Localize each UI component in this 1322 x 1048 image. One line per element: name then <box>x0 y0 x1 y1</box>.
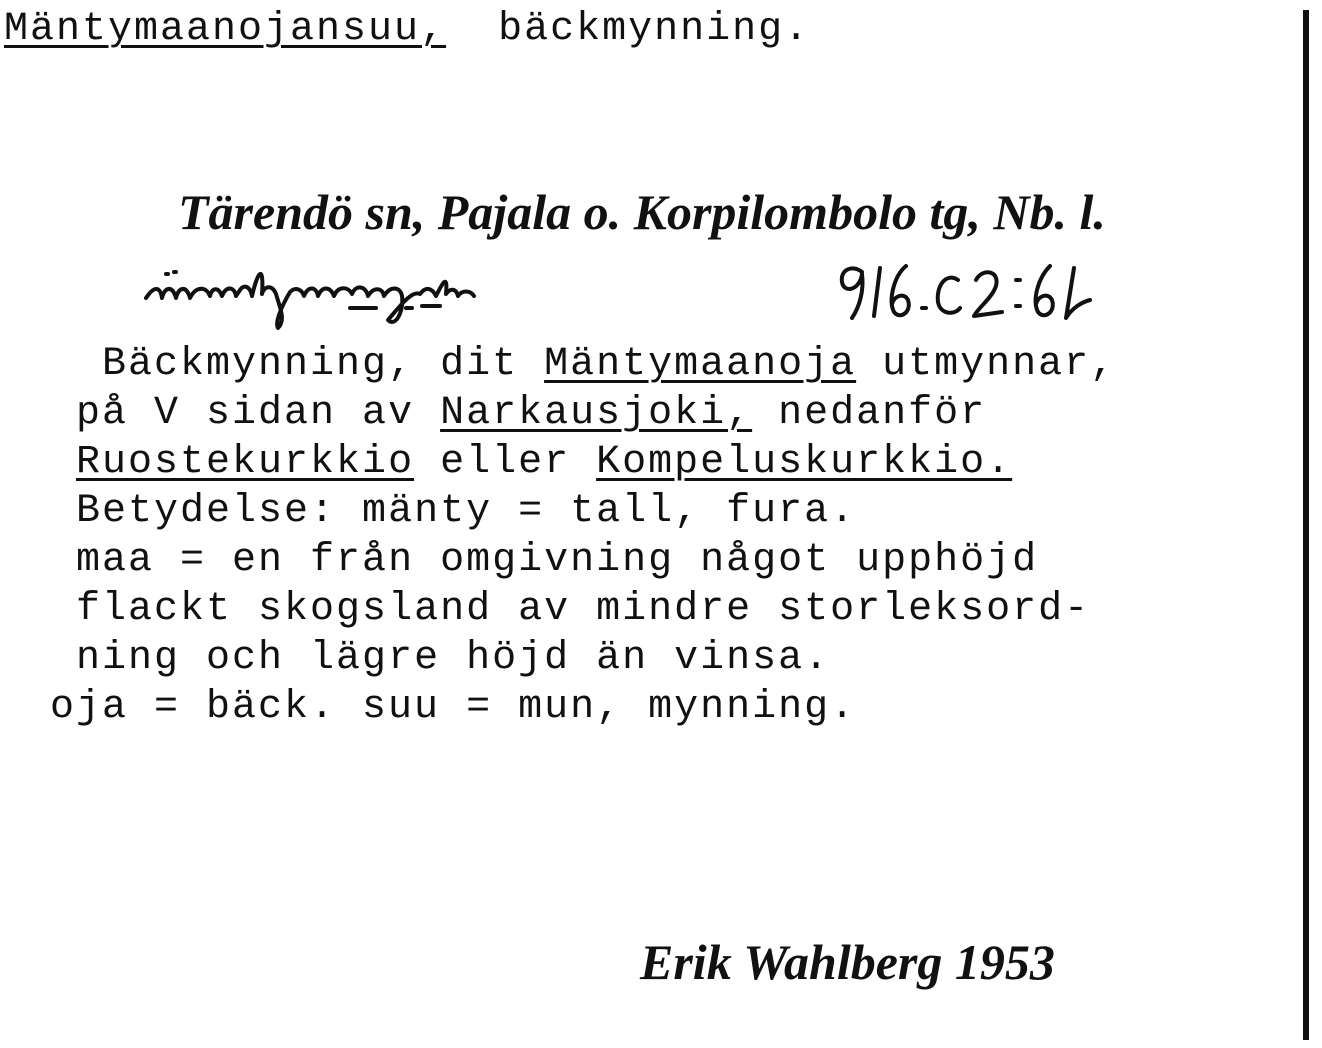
meaning-maa-cont-1: flackt skogsland av mindre storleksord- <box>76 587 1091 632</box>
place-name-ruostekurkkio: Ruostekurkkio <box>76 440 415 485</box>
definition-body <box>50 340 1116 732</box>
place-name-kompeluskurkkio: Kompeluskurkkio. <box>596 440 1013 485</box>
river-name-narkausjoki: Narkausjoki, <box>440 391 753 436</box>
body-line-2-start: på V sidan av <box>76 391 441 436</box>
meaning-oja-suu: oja = bäck. suu = mun, mynning. <box>50 685 857 730</box>
headword: Mäntymaanojansuu, <box>4 7 447 52</box>
headword-line <box>4 6 810 54</box>
meaning-maa-cont-2: ning och lägre höjd än vinsa. <box>76 636 831 681</box>
source-stamp: Tärendö sn, Pajala o. Korpilombolo tg, Nb. l. <box>178 184 1106 240</box>
meaning-maa: maa = en från omgivning något upphöjd <box>76 538 1039 583</box>
card-edge-line <box>1303 10 1309 1040</box>
body-line-3 <box>50 438 1116 487</box>
body-line-5 <box>50 536 1116 585</box>
place-type: bäckmynning. <box>498 7 811 52</box>
body-line-2-end: nedanför <box>752 391 987 436</box>
meaning-manty: Betydelse: mänty = tall, fura. <box>76 489 857 534</box>
body-line-7 <box>50 634 1116 683</box>
body-line-1-end: utmynnar, <box>856 342 1117 387</box>
body-line-1 <box>50 340 1116 389</box>
body-line-3-mid: eller <box>414 440 597 485</box>
body-line-1-start: Bäckmynning, dit <box>102 342 545 387</box>
handwritten-annotation <box>140 250 1200 340</box>
body-line-4 <box>50 487 1116 536</box>
signature: Erik Wahlberg 1953 <box>640 934 1055 990</box>
body-line-8 <box>50 683 1116 732</box>
body-line-6 <box>50 585 1116 634</box>
handwriting-drawing <box>140 250 1200 340</box>
body-line-2 <box>50 389 1116 438</box>
stream-name-mantymaanoja: Mäntymaanoja <box>544 342 857 387</box>
